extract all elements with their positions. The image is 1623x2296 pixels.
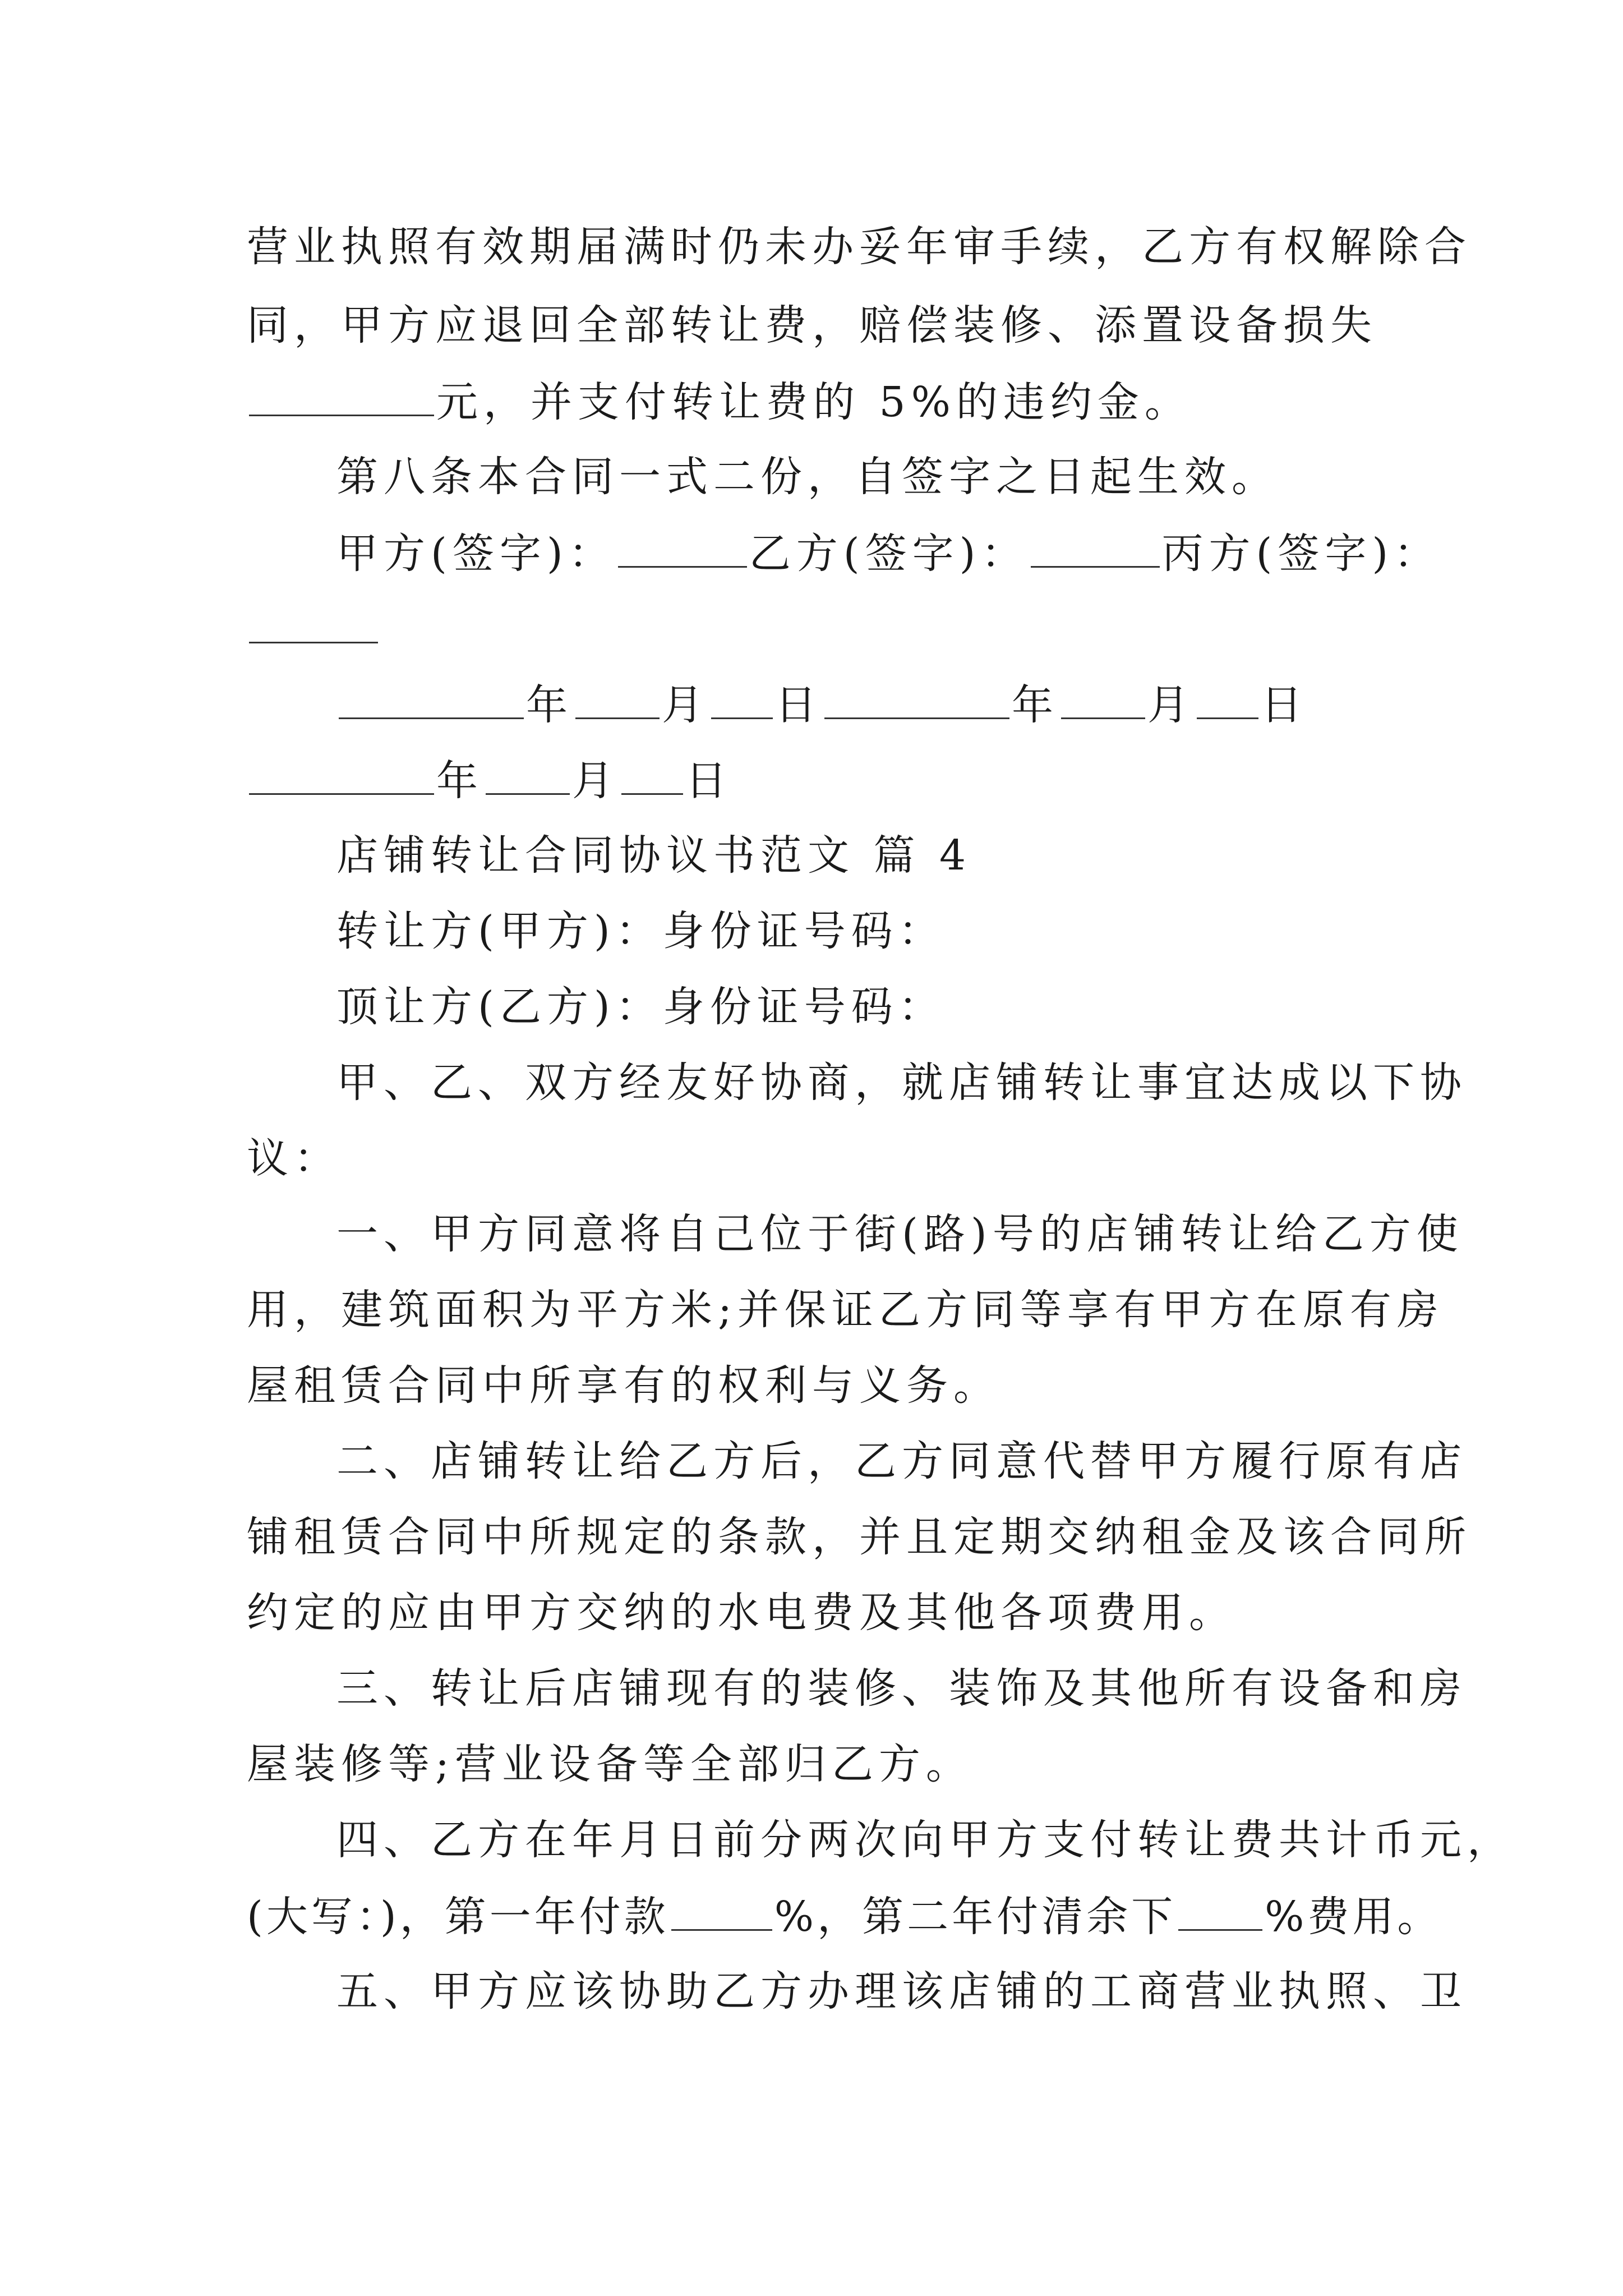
date-year-label: 年 <box>526 681 573 729</box>
month-blank[interactable] <box>575 676 660 719</box>
signature-line-continued <box>247 600 380 656</box>
date-day-label: 日 <box>1261 681 1308 729</box>
text-segment: 一、甲方同意将自己位于街(路)号的店铺转让给乙方使 <box>336 1210 1464 1258</box>
paragraph-line <box>247 1130 341 1186</box>
date-year-label: 年 <box>1012 681 1059 729</box>
paragraph-line <box>336 1206 1464 1262</box>
paragraph-line <box>336 903 946 959</box>
text-segment: 元，并支付转让费的 5%的违约金。 <box>436 378 1192 426</box>
day-blank[interactable] <box>1197 676 1258 719</box>
first-year-percent-blank[interactable] <box>671 1888 772 1931</box>
paragraph-line <box>247 219 1472 275</box>
paragraph-line <box>336 1055 1467 1111</box>
month-blank[interactable] <box>1061 676 1145 719</box>
paragraph-line <box>336 1660 1467 1717</box>
date-line <box>336 676 1308 732</box>
text-segment: 屋租赁合同中所享有的权利与义务。 <box>247 1361 1000 1410</box>
date-month-label: 月 <box>1147 681 1195 729</box>
party-c-signature-label: 丙方(签字)： <box>1161 530 1441 578</box>
fill-in-blank[interactable] <box>249 373 434 416</box>
paragraph-line <box>247 1358 1000 1414</box>
party-a-signature-label: 甲方(签字)： <box>336 530 616 578</box>
party-a-signature-blank[interactable] <box>618 524 747 568</box>
year-blank[interactable] <box>824 676 1009 719</box>
second-year-percent-blank[interactable] <box>1178 1888 1262 1931</box>
party-b-signature-blank[interactable] <box>1031 524 1160 568</box>
paragraph-line <box>336 1812 1514 1868</box>
party-c-signature-blank[interactable] <box>249 600 378 643</box>
date-day-label: 日 <box>775 681 822 729</box>
date-day-label: 日 <box>685 757 732 805</box>
text-segment: 第八条本合同一式二份，自签字之日起生效。 <box>336 453 1279 501</box>
paragraph-line <box>247 1585 1236 1641</box>
paragraph-line <box>247 1509 1472 1565</box>
text-segment: %费用。 <box>1265 1893 1442 1941</box>
text-segment: 议： <box>247 1134 341 1182</box>
text-segment: 营业执照有效期届满时仍未办妥年审手续，乙方有权解除合 <box>247 223 1472 271</box>
text-segment: 甲、乙、双方经友好协商，就店铺转让事宜达成以下协 <box>336 1059 1467 1107</box>
text-segment: 屋装修等;营业设备等全部归乙方。 <box>247 1740 973 1788</box>
paragraph-line <box>336 979 946 1035</box>
day-blank[interactable] <box>711 676 773 719</box>
section-title: 店铺转让合同协议书范文 篇 4 <box>336 831 972 880</box>
text-segment: 四、乙方在年月日前分两次向甲方支付转让费共计币元， <box>336 1816 1514 1864</box>
paragraph-line <box>247 1282 1444 1338</box>
paragraph-line <box>247 1888 1442 1944</box>
text-segment: 铺租赁合同中所规定的条款，并且定期交纳租金及该合同所 <box>247 1513 1472 1561</box>
year-blank[interactable] <box>249 752 434 795</box>
paragraph-line <box>247 373 1192 429</box>
date-month-label: 月 <box>572 757 619 805</box>
text-segment: 转让方(甲方)：身份证号码： <box>336 907 946 955</box>
date-year-label: 年 <box>436 757 483 805</box>
text-segment: 五、甲方应该协助乙方办理该店铺的工商营业执照、卫 <box>336 1967 1467 2016</box>
month-blank[interactable] <box>486 752 570 795</box>
text-segment: (大写：)，第一年付款 <box>247 1893 669 1941</box>
paragraph-line <box>247 297 1377 353</box>
text-segment: 顶让方(乙方)：身份证号码： <box>336 983 946 1031</box>
text-segment: 同，甲方应退回全部转让费，赔偿装修、添置设备损失 <box>247 301 1377 349</box>
paragraph-line <box>247 1736 973 1792</box>
text-segment: 三、转让后店铺现有的装修、装饰及其他所有设备和房 <box>336 1664 1467 1713</box>
text-segment: 二、店铺转让给乙方后，乙方同意代替甲方履行原有店 <box>336 1437 1467 1485</box>
day-blank[interactable] <box>621 752 683 795</box>
text-segment: 用，建筑面积为平方米;并保证乙方同等享有甲方在原有房 <box>247 1286 1444 1334</box>
date-line <box>247 752 732 808</box>
paragraph-line <box>336 1963 1467 2019</box>
paragraph-line <box>336 1433 1467 1489</box>
year-blank[interactable] <box>339 676 524 719</box>
section-heading <box>336 827 971 884</box>
paragraph-line <box>336 449 1279 505</box>
party-b-signature-label: 乙方(签字)： <box>749 530 1029 578</box>
text-segment: %，第二年付清余下 <box>774 1893 1177 1941</box>
date-month-label: 月 <box>662 681 709 729</box>
signature-line <box>336 524 1441 581</box>
text-segment: 约定的应由甲方交纳的水电费及其他各项费用。 <box>247 1589 1236 1637</box>
